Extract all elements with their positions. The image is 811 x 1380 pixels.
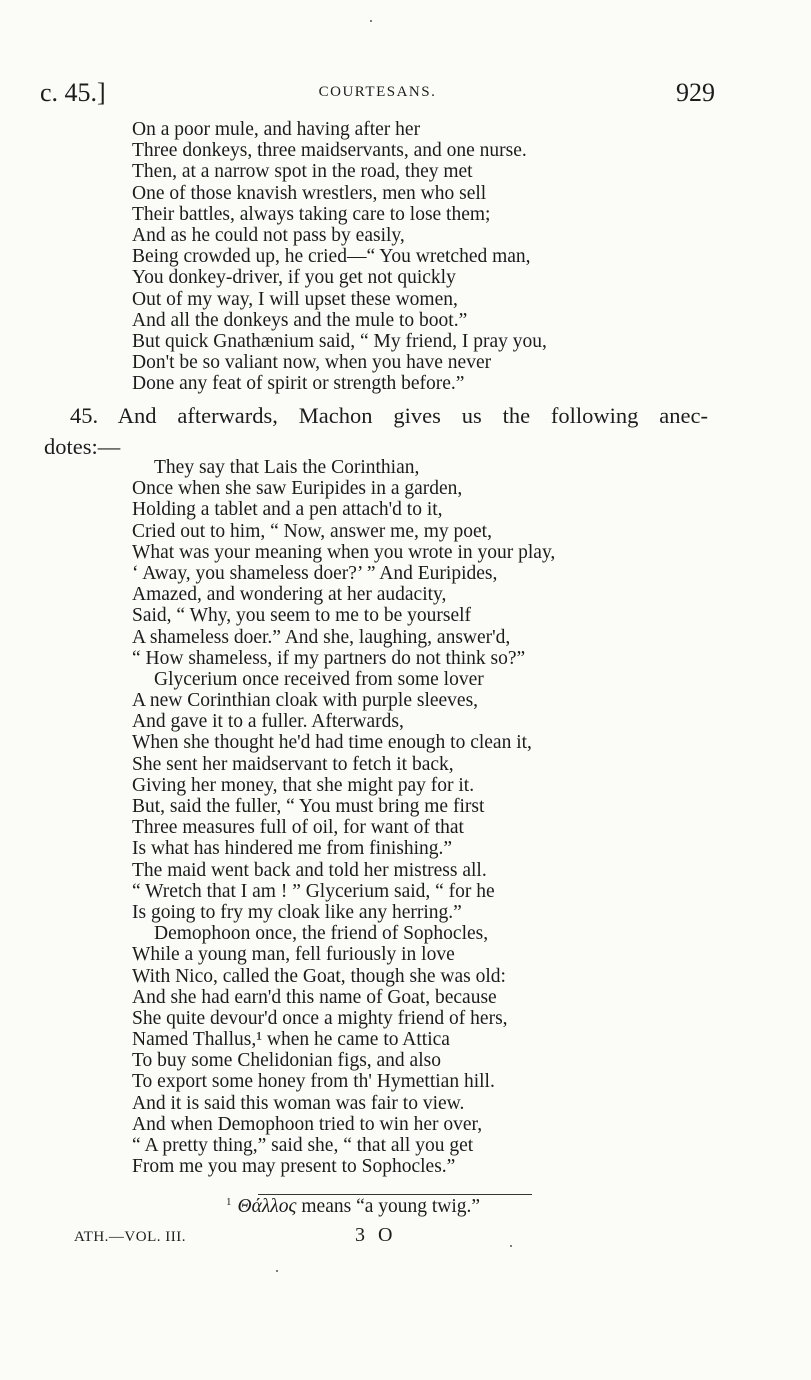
verse-line: “ Wretch that I am ! ” Glycerium said, “ for he [132,880,495,902]
verse-block-anecdotes [132,457,555,1177]
running-title: COURTESANS. [318,84,437,100]
verse-line: Cried out to him, “ Now, answer me, my poet, [132,520,492,542]
verse-block-gnathaenium [132,119,547,394]
running-header [40,78,715,108]
verse-line: And all the donkeys and the mule to boot.” [132,309,468,331]
verse-line: A new Corinthian cloak with purple sleeves, [132,690,479,712]
verse-line: Named Thallus,¹ when he came to Attica [132,1029,450,1051]
verse-line: To export some honey from th' Hymettian hill. [132,1071,495,1093]
verse-line: Said, “ Why, you seem to me to be yourself [132,605,472,627]
prose-line: 45. And afterwards, Machon gives us the following anec- [70,403,708,428]
verse-line: ‘ Away, you shameless doer?’ ” And Euripides, [132,562,498,584]
signature-line: ATH.—VOL. III. [74,1229,186,1245]
verse-line: Is going to fry my cloak like any herring.” [132,901,462,923]
verse-line: Don't be so valiant now, when you have never [132,352,492,374]
verse-line: On a poor mule, and having after her [132,119,421,140]
verse-line: But, said the fuller, “ You must bring me first [132,796,485,817]
verse-line: A shameless doer.” And she, laughing, answer'd, [132,626,511,648]
verse-line: And when Demophoon tried to win her over, [132,1113,483,1135]
verse-line: What was your meaning when you wrote in your play, [132,541,556,563]
verse-line: Glycerium once received from some lover [154,668,484,690]
verse-line: She sent her maidservant to fetch it back, [132,753,454,775]
verse-line: They say that Lais the Corinthian, [154,457,420,478]
verse-line: Is what has hindered me from finishing.” [132,838,453,860]
verse-line: And gave it to a fuller. Afterwards, [132,711,404,733]
verse-line: Then, at a narrow spot in the road, they met [132,161,473,183]
verse-line: “ How shameless, if my partners do not think so?” [132,647,526,669]
verse-line: To buy some Chelidonian figs, and also [132,1050,441,1072]
verse-line: Three donkeys, three maidservants, and one nurse. [132,140,527,162]
verse-line: She quite devour'd once a mighty friend of hers, [132,1007,508,1029]
footnote-marker: 1 [226,1196,232,1208]
verse-line: You donkey-driver, if you get not quickly [132,267,456,289]
footnote-rule [258,1194,532,1195]
verse-line: With Nico, called the Goat, though she was old: [132,965,506,987]
footnote-text: means “a young twig.” [301,1196,481,1217]
footnote-greek-word: Θάλλος [237,1196,297,1217]
verse-line: And it is said this woman was fair to view. [132,1092,465,1114]
verse-line: And she had earn'd this name of Goat, because [132,986,497,1008]
verse-line: Done any feat of spirit or strength before.” [132,373,465,395]
verse-line: But quick Gnathænium said, “ My friend, I pray you, [132,330,547,352]
section-45-intro [44,400,708,462]
verse-line: While a young man, fell furiously in love [132,944,455,966]
verse-line: Three measures full of oil, for want of that [132,817,464,839]
paper-speck [510,1245,512,1247]
verse-line: Demophoon once, the friend of Sophocles, [154,923,489,945]
page-number: 929 [676,78,715,107]
paper-speck [370,20,372,22]
prose-line: dotes:— [44,434,121,459]
verse-line: Out of my way, I will upset these women, [132,288,458,310]
verse-line: Giving her money, that she might pay for it. [132,774,475,796]
verse-line: One of those knavish wrestlers, men who sell [132,182,487,204]
verse-line: “ A pretty thing,” said she, “ that all you get [132,1135,474,1156]
verse-line: From me you may present to Sophocles.” [132,1156,456,1178]
verse-line: Amazed, and wondering at her audacity, [132,584,447,606]
verse-line: Being crowded up, he cried—“ You wretched man, [132,246,531,268]
footnote [226,1196,480,1218]
section-reference: c. 45.] [40,78,106,107]
signature-mark: 3 O [355,1224,397,1246]
verse-line: Their battles, always taking care to lose them; [132,203,491,225]
verse-line: Once when she saw Euripides in a garden, [132,478,463,500]
verse-line: Holding a tablet and a pen attach'd to it, [132,499,443,521]
verse-line: And as he could not pass by easily, [132,224,405,246]
verse-line: When she thought he'd had time enough to clean it, [132,732,532,754]
paper-speck [276,1270,278,1272]
verse-line: The maid went back and told her mistress all. [132,859,487,881]
